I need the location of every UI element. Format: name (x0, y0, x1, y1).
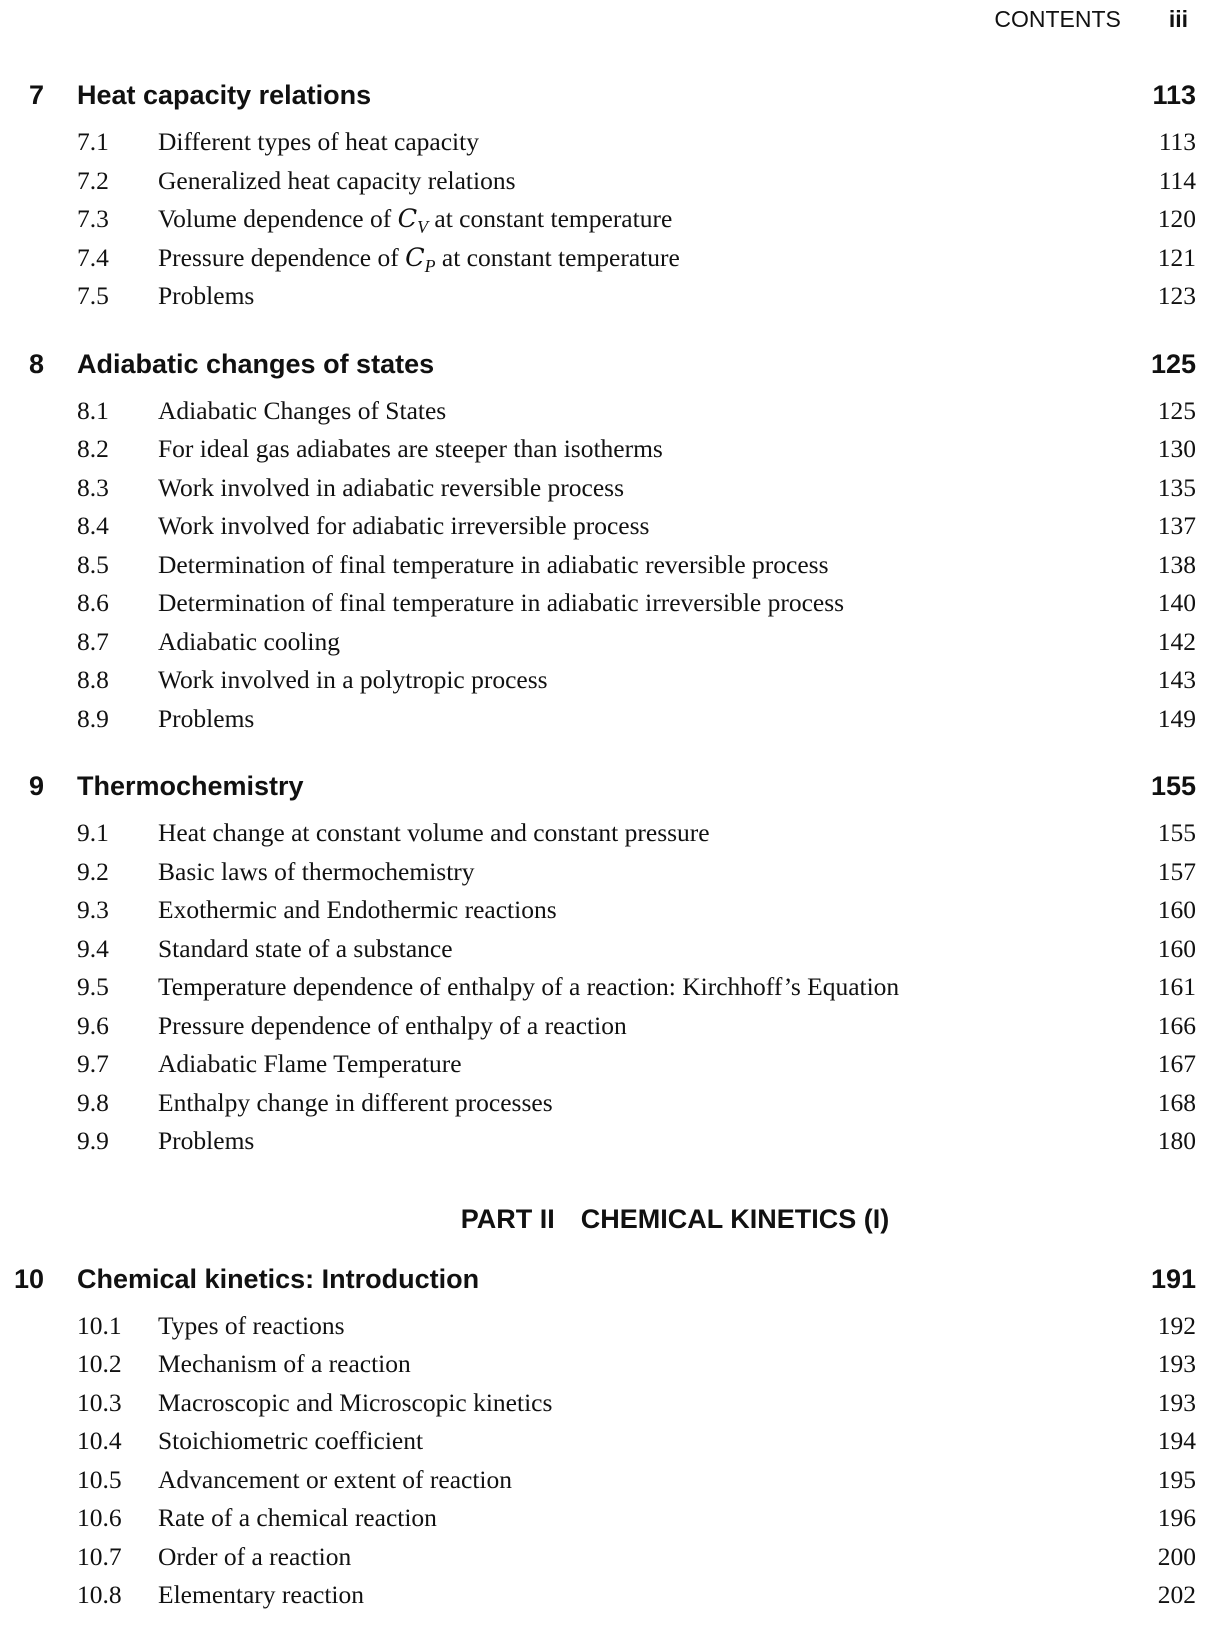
section-page-number: 114 (1158, 165, 1196, 195)
part-label: PART II (460, 1203, 555, 1234)
section-title: Work involved in a polytropic process (158, 665, 548, 694)
chapter-number: 8 (28, 348, 44, 379)
section-title: Determination of final temperature in adiabatic irreversible process (158, 588, 845, 617)
section-title: Problems (158, 281, 255, 310)
section-number: 9.6 (77, 1010, 109, 1040)
section-entry[interactable] (0, 1344, 1214, 1383)
section-title: Adiabatic cooling (158, 626, 340, 656)
section-page-number: 155 (1157, 818, 1196, 847)
section-title: Rate of a chemical reaction (158, 1503, 437, 1532)
section-page-number: 167 (1157, 1049, 1196, 1078)
section-title: Adiabatic Flame Temperature (158, 1049, 462, 1078)
section-page-number: 120 (1157, 204, 1196, 233)
section-page-number: 160 (1157, 933, 1196, 963)
chapter-entry[interactable] (0, 763, 1214, 813)
running-head (994, 6, 1188, 33)
chapter-page-number: 113 (1152, 80, 1196, 110)
part-title: CHEMICAL KINETICS (I) (580, 1203, 890, 1234)
section-entry[interactable] (0, 967, 1214, 1006)
section-entry[interactable] (0, 161, 1214, 200)
section-title: Standard state of a substance (158, 933, 453, 963)
section-page-number: 192 (1157, 1310, 1196, 1340)
section-page-number: 166 (1157, 1010, 1196, 1040)
chapter-entry[interactable] (0, 341, 1214, 391)
section-entry[interactable] (0, 391, 1214, 430)
section-number: 8.2 (77, 434, 109, 463)
chapter-entry[interactable] (0, 72, 1214, 122)
chapter-number: 10 (13, 1263, 44, 1294)
section-number: 9.2 (77, 856, 109, 886)
section-number: 8.1 (77, 395, 109, 425)
section-number: 8.4 (77, 511, 109, 540)
section-entry[interactable] (0, 199, 1214, 238)
section-title: For ideal gas adiabates are steeper than isotherms (158, 434, 663, 463)
section-title: Pressure dependence of $C_P$ at constant temperature (158, 242, 680, 276)
section-entry[interactable] (0, 1575, 1214, 1614)
section-number: 10.5 (77, 1464, 122, 1494)
section-title: Stoichiometric coefficient (158, 1426, 424, 1455)
section-entry[interactable] (0, 238, 1214, 277)
section-entry[interactable] (0, 1044, 1214, 1083)
section-page-number: 195 (1157, 1464, 1196, 1494)
section-entry[interactable] (0, 1083, 1214, 1122)
section-entry[interactable] (0, 429, 1214, 468)
section-number: 8.8 (77, 665, 109, 694)
section-title: Pressure dependence of enthalpy of a reaction (158, 1010, 627, 1040)
section-number: 10.6 (77, 1503, 122, 1532)
section-title: Work involved for adiabatic irreversible process (158, 511, 650, 540)
section-page-number: 160 (1157, 895, 1196, 924)
section-title: Problems (158, 1126, 255, 1155)
section-title: Macroscopic and Microscopic kinetics (158, 1387, 553, 1417)
section-entry[interactable] (0, 583, 1214, 622)
section-title: Exothermic and Endothermic reactions (158, 895, 557, 924)
section-entry[interactable] (0, 122, 1214, 161)
section-number: 9.7 (77, 1049, 109, 1078)
section-entry[interactable] (0, 1537, 1214, 1576)
running-head-page-number: iii (1168, 6, 1188, 32)
section-entry[interactable] (0, 852, 1214, 891)
chapter-entry[interactable] (0, 1256, 1214, 1306)
chapter-page-number: 125 (1150, 348, 1196, 379)
section-page-number: 202 (1157, 1580, 1196, 1609)
section-entry[interactable] (0, 506, 1214, 545)
section-title: Temperature dependence of enthalpy of a reaction: Kirchhoff’s Equation (158, 972, 900, 1001)
section-page-number: 193 (1157, 1349, 1196, 1378)
section-page-number: 140 (1157, 588, 1196, 617)
section-number: 8.9 (77, 703, 109, 733)
section-title: Heat change at constant volume and constant pressure (158, 818, 710, 847)
section-entry[interactable] (0, 545, 1214, 584)
chapter-number: 7 (28, 80, 44, 110)
section-list (0, 1306, 1214, 1614)
section-title: Types of reactions (158, 1310, 345, 1340)
section-number: 7.3 (77, 204, 109, 233)
section-page-number: 125 (1157, 395, 1196, 425)
section-page-number: 143 (1157, 665, 1196, 694)
section-number: 10.3 (77, 1387, 122, 1417)
section-page-number: 180 (1157, 1126, 1196, 1155)
section-entry[interactable] (0, 1121, 1214, 1160)
chapters-block (0, 72, 1214, 1160)
section-page-number: 137 (1157, 511, 1196, 540)
chapter-title: Chemical kinetics: Introduction (77, 1263, 480, 1294)
section-entry[interactable] (0, 890, 1214, 929)
section-number: 8.7 (77, 626, 109, 656)
section-entry[interactable] (0, 1460, 1214, 1499)
section-title: Advancement or extent of reaction (158, 1464, 513, 1494)
section-page-number: 161 (1157, 972, 1196, 1001)
section-title: Volume dependence of $C_V$ at constant temperature (158, 204, 673, 238)
section-number: 9.1 (77, 818, 109, 847)
part-chapters-block (0, 1256, 1214, 1614)
section-page-number: 135 (1157, 472, 1196, 502)
section-entry[interactable] (0, 699, 1214, 738)
section-number: 10.7 (77, 1541, 122, 1571)
section-number: 7.2 (77, 165, 109, 195)
section-number: 8.6 (77, 588, 109, 617)
section-entry[interactable] (0, 929, 1214, 968)
section-title: Adiabatic Changes of States (158, 395, 447, 425)
section-entry[interactable] (0, 1498, 1214, 1537)
section-page-number: 168 (1157, 1087, 1196, 1117)
section-number: 9.3 (77, 895, 109, 924)
section-title: Generalized heat capacity relations (158, 165, 516, 195)
section-entry[interactable] (0, 276, 1214, 315)
section-list (0, 122, 1214, 315)
section-entry[interactable] (0, 660, 1214, 699)
section-number: 9.8 (77, 1087, 109, 1117)
running-head-label: CONTENTS (994, 6, 1121, 32)
section-page-number: 138 (1157, 549, 1196, 579)
section-entry[interactable] (0, 1306, 1214, 1345)
section-entry[interactable] (0, 622, 1214, 661)
section-list (0, 391, 1214, 738)
section-title: Basic laws of thermochemistry (158, 856, 475, 886)
section-title: Mechanism of a reaction (158, 1349, 411, 1378)
section-entry[interactable] (0, 1006, 1214, 1045)
section-page-number: 121 (1157, 242, 1196, 272)
section-number: 10.2 (77, 1349, 122, 1378)
chapter-number: 9 (28, 771, 44, 801)
section-entry[interactable] (0, 1383, 1214, 1422)
section-page-number: 200 (1157, 1541, 1196, 1571)
section-page-number: 113 (1158, 127, 1196, 156)
section-page-number: 149 (1157, 703, 1196, 733)
section-number: 10.1 (77, 1310, 122, 1340)
section-title: Elementary reaction (158, 1580, 365, 1609)
section-title: Enthalpy change in different processes (158, 1087, 553, 1117)
section-page-number: 196 (1157, 1503, 1196, 1532)
section-page-number: 193 (1157, 1387, 1196, 1417)
section-title: Determination of final temperature in adiabatic reversible process (158, 549, 829, 579)
section-title: Work involved in adiabatic reversible process (158, 472, 624, 502)
section-list (0, 813, 1214, 1160)
section-page-number: 194 (1157, 1426, 1196, 1455)
section-number: 9.9 (77, 1126, 109, 1155)
section-entry[interactable] (0, 813, 1214, 852)
section-number: 8.5 (77, 549, 109, 579)
chapter-title: Adiabatic changes of states (77, 348, 435, 379)
section-title: Different types of heat capacity (158, 127, 479, 156)
section-page-number: 157 (1157, 856, 1196, 886)
section-number: 10.4 (77, 1426, 122, 1455)
section-number: 7.5 (77, 281, 109, 310)
section-entry[interactable] (0, 1421, 1214, 1460)
section-number: 7.4 (77, 242, 109, 272)
section-entry[interactable] (0, 468, 1214, 507)
chapter-page-number: 191 (1150, 1263, 1196, 1294)
section-number: 10.8 (77, 1580, 122, 1609)
chapter-title: Heat capacity relations (77, 80, 372, 110)
table-of-contents (0, 72, 1214, 1640)
chapter-page-number: 155 (1150, 771, 1196, 801)
section-title: Order of a reaction (158, 1541, 352, 1571)
section-number: 9.5 (77, 972, 109, 1001)
chapter-title: Thermochemistry (77, 771, 304, 801)
section-title: Problems (158, 703, 255, 733)
section-page-number: 130 (1157, 434, 1196, 463)
section-number: 7.1 (77, 127, 109, 156)
part-heading (0, 1186, 1214, 1256)
section-page-number: 142 (1157, 626, 1196, 656)
section-number: 9.4 (77, 933, 109, 963)
section-number: 8.3 (77, 472, 109, 502)
section-page-number: 123 (1157, 281, 1196, 310)
